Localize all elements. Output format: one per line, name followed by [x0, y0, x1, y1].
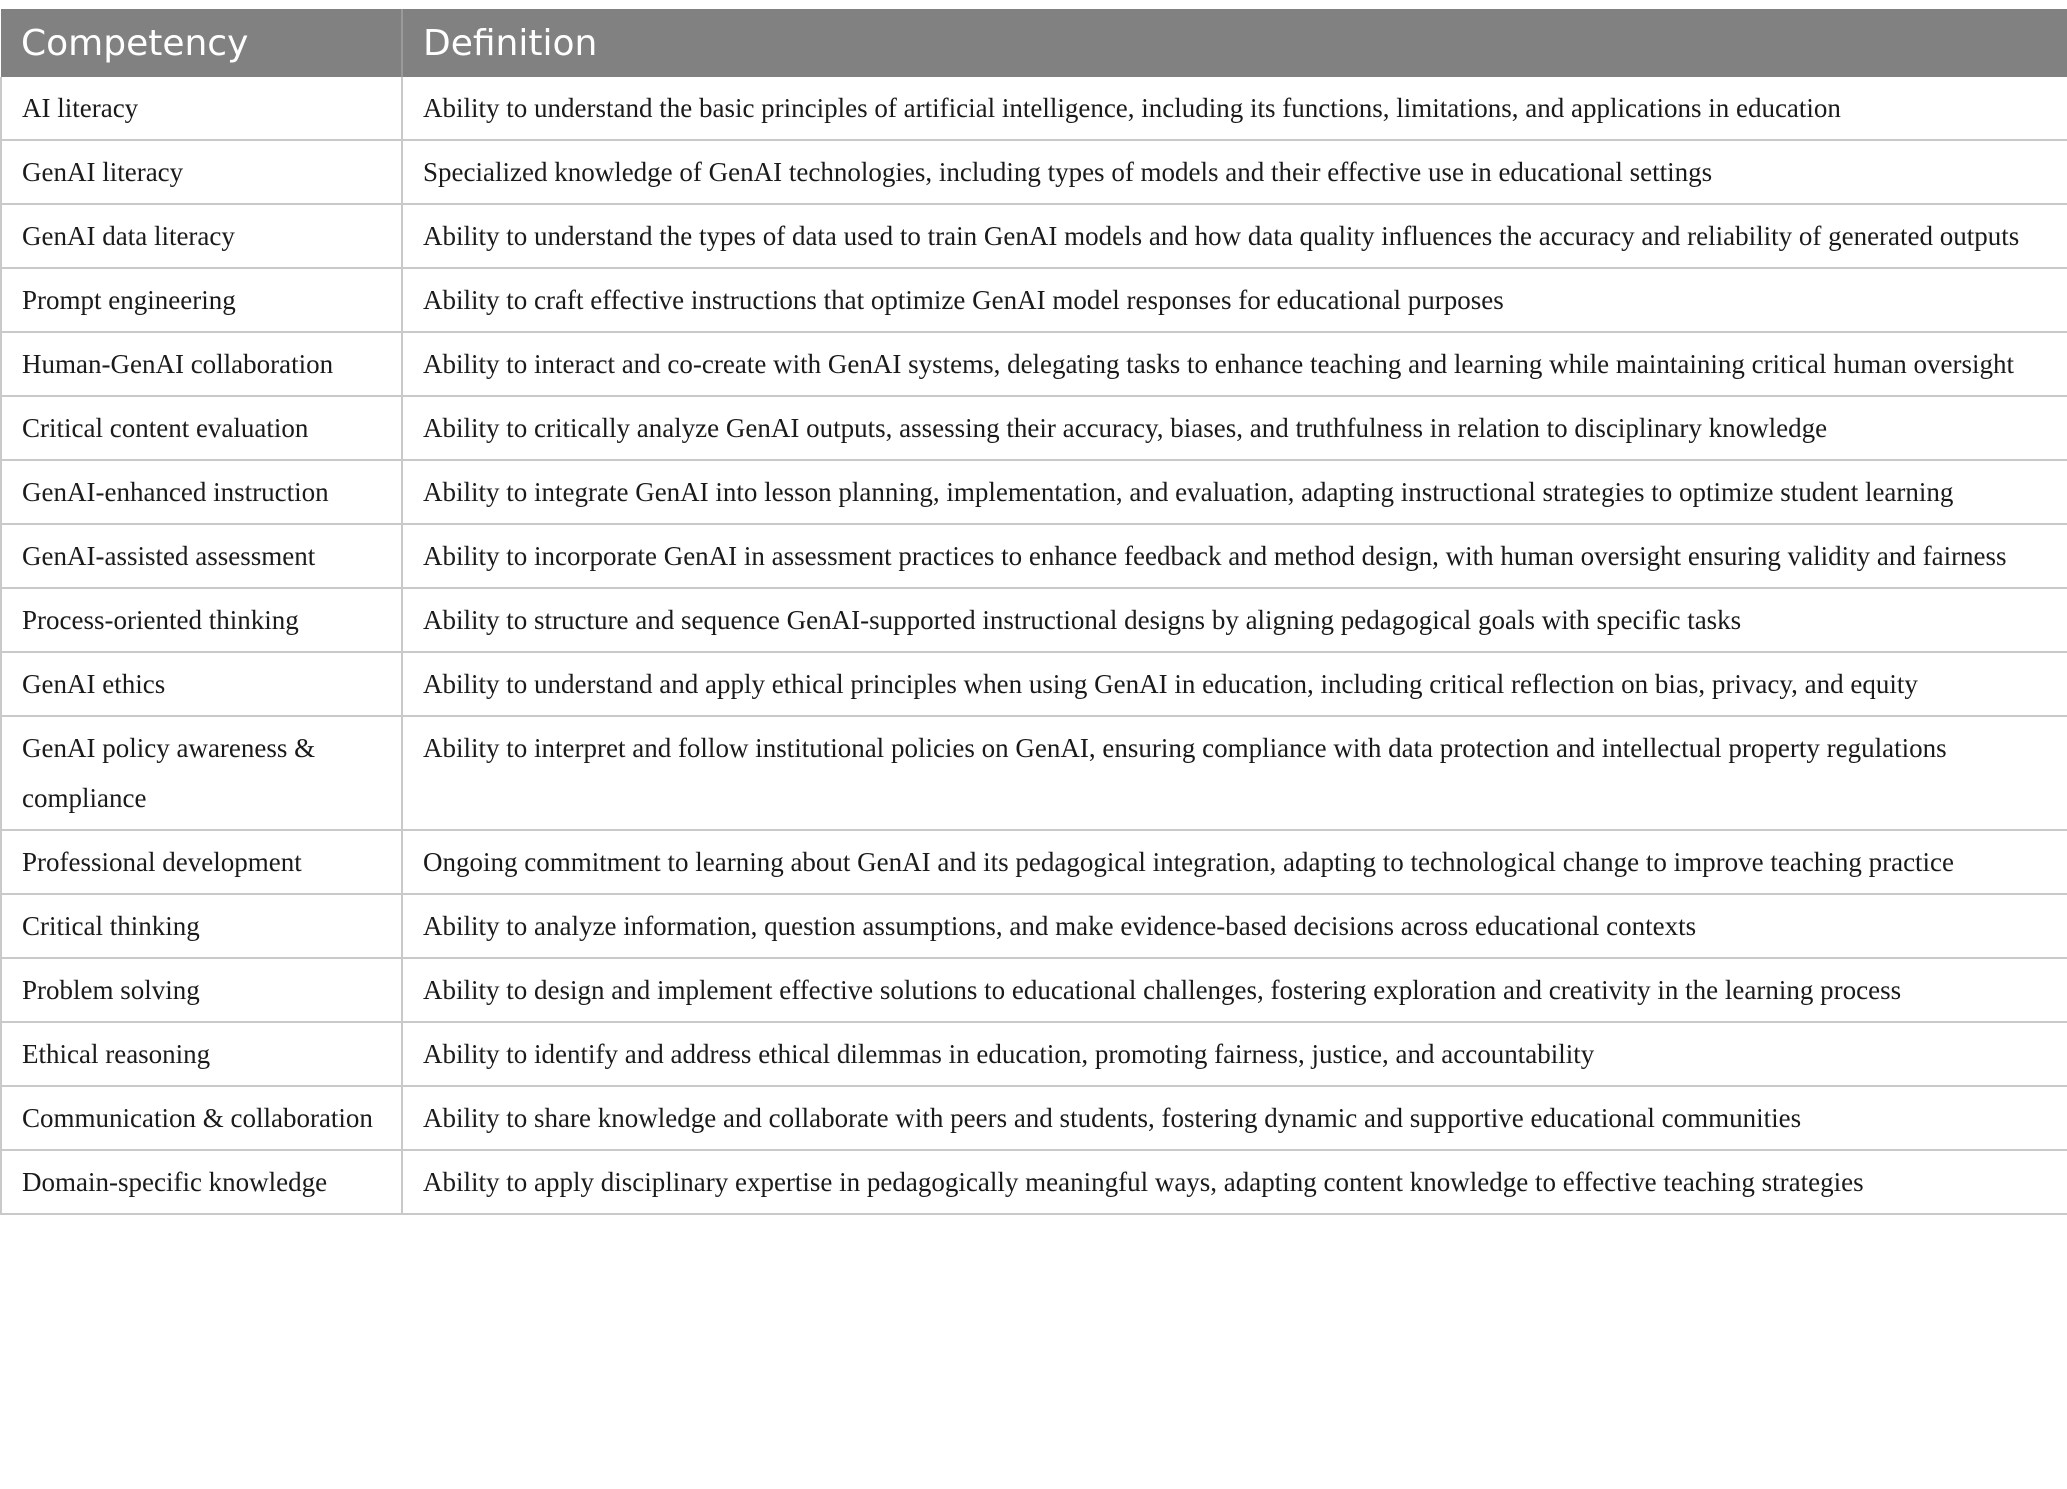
definition-cell: Ability to analyze information, question assumptions, and make evidence-based decisions across educational contexts — [402, 894, 2067, 958]
definition-cell: Ability to share knowledge and collaborate with peers and students, fostering dynamic and supportive educational communities — [402, 1086, 2067, 1150]
competency-cell: Ethical reasoning — [1, 1022, 402, 1086]
definition-cell: Ongoing commitment to learning about GenAI and its pedagogical integration, adapting to technological change to improve teaching practice — [402, 830, 2067, 894]
header-row — [1, 9, 2067, 77]
competency-cell: GenAI ethics — [1, 652, 402, 716]
table-row — [1, 894, 2067, 958]
table-row — [1, 652, 2067, 716]
table-row — [1, 77, 2067, 140]
definition-cell: Ability to design and implement effective solutions to educational challenges, fostering exploration and creativity in the learning process — [402, 958, 2067, 1022]
table-row — [1, 460, 2067, 524]
table-row — [1, 588, 2067, 652]
table-row — [1, 716, 2067, 830]
table-header — [1, 9, 2067, 77]
table-row — [1, 396, 2067, 460]
table-row — [1, 204, 2067, 268]
definition-cell: Ability to interact and co-create with GenAI systems, delegating tasks to enhance teaching and learning while maintaining critical human oversight — [402, 332, 2067, 396]
table-row — [1, 1150, 2067, 1214]
definition-cell: Ability to understand the basic principles of artificial intelligence, including its functions, limitations, and applications in education — [402, 77, 2067, 140]
competency-cell: GenAI-enhanced instruction — [1, 460, 402, 524]
table-row — [1, 958, 2067, 1022]
competency-cell: Process-oriented thinking — [1, 588, 402, 652]
competency-cell: Problem solving — [1, 958, 402, 1022]
table-row — [1, 332, 2067, 396]
table-row — [1, 1022, 2067, 1086]
competency-cell: Domain-specific knowledge — [1, 1150, 402, 1214]
definition-cell: Ability to structure and sequence GenAI-supported instructional designs by aligning pedagogical goals with specific tasks — [402, 588, 2067, 652]
table-body — [1, 77, 2067, 1214]
competency-cell: Critical content evaluation — [1, 396, 402, 460]
table-row — [1, 140, 2067, 204]
definition-cell: Ability to incorporate GenAI in assessment practices to enhance feedback and method design, with human oversight ensuring validity and fairness — [402, 524, 2067, 588]
competency-table — [0, 9, 2067, 1215]
header-competency: Competency — [1, 9, 402, 77]
table-row — [1, 268, 2067, 332]
competency-cell: GenAI data literacy — [1, 204, 402, 268]
table-row — [1, 524, 2067, 588]
competency-cell: GenAI-assisted assessment — [1, 524, 402, 588]
definition-cell: Ability to critically analyze GenAI outputs, assessing their accuracy, biases, and truthfulness in relation to disciplinary knowledge — [402, 396, 2067, 460]
competency-cell: Communication & collaboration — [1, 1086, 402, 1150]
competency-cell: Critical thinking — [1, 894, 402, 958]
definition-cell: Ability to integrate GenAI into lesson planning, implementation, and evaluation, adapting instructional strategies to optimize student learning — [402, 460, 2067, 524]
definition-cell: Specialized knowledge of GenAI technologies, including types of models and their effective use in educational settings — [402, 140, 2067, 204]
competency-cell: Prompt engineering — [1, 268, 402, 332]
competency-cell: GenAI literacy — [1, 140, 402, 204]
competency-cell: GenAI policy awareness & compliance — [1, 716, 402, 830]
table-row — [1, 1086, 2067, 1150]
definition-cell: Ability to apply disciplinary expertise in pedagogically meaningful ways, adapting content knowledge to effective teaching strategies — [402, 1150, 2067, 1214]
definition-cell: Ability to identify and address ethical dilemmas in education, promoting fairness, justice, and accountability — [402, 1022, 2067, 1086]
definition-cell: Ability to interpret and follow institutional policies on GenAI, ensuring compliance with data protection and intellectual property regulations — [402, 716, 2067, 830]
competency-cell: Human-GenAI collaboration — [1, 332, 402, 396]
competency-cell: AI literacy — [1, 77, 402, 140]
definition-cell: Ability to understand the types of data used to train GenAI models and how data quality influences the accuracy and reliability of generated outputs — [402, 204, 2067, 268]
competency-table-container — [0, 9, 2067, 1215]
definition-cell: Ability to craft effective instructions that optimize GenAI model responses for educational purposes — [402, 268, 2067, 332]
definition-cell: Ability to understand and apply ethical principles when using GenAI in education, including critical reflection on bias, privacy, and equity — [402, 652, 2067, 716]
header-definition: Definition — [402, 9, 2067, 77]
competency-cell: Professional development — [1, 830, 402, 894]
table-row — [1, 830, 2067, 894]
